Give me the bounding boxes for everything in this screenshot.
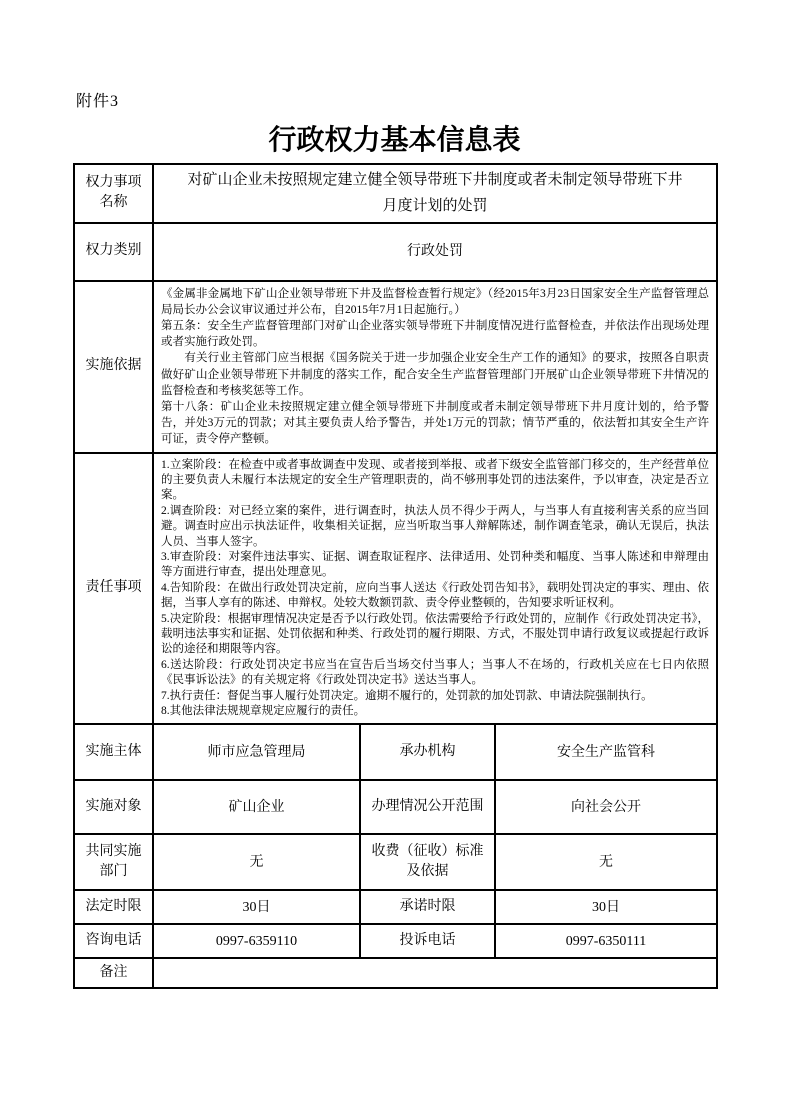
implementation-basis-label: 实施依据 xyxy=(74,281,153,453)
remarks-label: 备注 xyxy=(74,958,153,988)
power-category-value: 行政处罚 xyxy=(153,223,717,281)
fee-standard-label: 收费（征收）标准及依据 xyxy=(360,834,495,890)
responsibility-paragraph: 5.决定阶段：根据审理情况决定是否予以行政处罚。依法需要给予行政处罚的，应制作《行政处罚决定书》，载明违法事实和证据、处罚依据和种类、行政处罚的履行期限、方式，不服处罚申请行政复议或提起行政诉讼的途径和期限等内容。 xyxy=(161,612,709,656)
row-power-item xyxy=(74,164,717,223)
remarks-value xyxy=(153,958,717,988)
complaint-phone-label: 投诉电话 xyxy=(360,924,495,958)
basis-paragraph: 第五条：安全生产监督管理部门对矿山企业落实领导带班下井制度情况进行监督检查，并依法作出现场处理或者实施行政处罚。 xyxy=(161,319,709,349)
attachment-label: 附件3 xyxy=(76,93,120,110)
statutory-time-limit-value: 30日 xyxy=(153,890,360,924)
info-table xyxy=(73,163,718,989)
undertaking-org-value: 安全生产监管科 xyxy=(495,724,717,780)
undertaking-org-label: 承办机构 xyxy=(360,724,495,780)
power-item-label: 权力事项名称 xyxy=(74,164,153,223)
responsibility-items-label: 责任事项 xyxy=(74,453,153,725)
basis-paragraph: 有关行业主管部门应当根据《国务院关于进一步加强企业安全生产工作的通知》的要求，按照各自职责做好矿山企业领导带班下井制度的落实工作，配合安全生产监督管理部门开展矿山企业领导带班下井情况的监督检查和考核奖惩等工作。 xyxy=(161,352,709,397)
target-value: 矿山企业 xyxy=(153,780,360,834)
responsibility-paragraph: 6.送达阶段：行政处罚决定书应当在宣告后当场交付当事人；当事人不在场的，行政机关应在七日内依照《民事诉讼法》的有关规定将《行政处罚决定书》送达当事人。 xyxy=(161,658,709,687)
responsibility-paragraph: 4.告知阶段：在做出行政处罚决定前，应向当事人送达《行政处罚告知书》，载明处罚决定的事实、理由、依据，当事人享有的陈述、申辩权。处较大数额罚款、责令停业整顿的，告知要求听证权利。 xyxy=(161,581,709,610)
row-responsibility-items xyxy=(74,453,717,725)
row-remarks xyxy=(74,958,717,988)
target-label: 实施对象 xyxy=(74,780,153,834)
statutory-time-limit-label: 法定时限 xyxy=(74,890,153,924)
power-item-value: 对矿山企业未按照规定建立健全领导带班下井制度或者未制定领导带班下井月度计划的处罚 xyxy=(153,164,717,223)
promised-time-limit-label: 承诺时限 xyxy=(360,890,495,924)
row-target xyxy=(74,780,717,834)
consultation-phone-label: 咨询电话 xyxy=(74,924,153,958)
implementation-basis-content xyxy=(153,281,717,453)
row-power-category xyxy=(74,223,717,281)
promised-time-limit-value: 30日 xyxy=(495,890,717,924)
implementer-value: 师市应急管理局 xyxy=(153,724,360,780)
row-joint-departments xyxy=(74,834,717,890)
responsibility-items-content xyxy=(153,453,717,725)
joint-departments-value: 无 xyxy=(153,834,360,890)
responsibility-paragraph: 2.调查阶段：对已经立案的案件，进行调查时，执法人员不得少于两人，与当事人有直接利害关系的应当回避。调查时应出示执法证件，收集相关证据，应当听取当事人辩解陈述，制作调查笔录，确认无误后，执法人员、当事人签字。 xyxy=(161,504,709,548)
complaint-phone-value: 0997-6350111 xyxy=(495,924,717,958)
joint-departments-label: 共同实施部门 xyxy=(74,834,153,890)
row-phones xyxy=(74,924,717,958)
page-title: 行政权力基本信息表 xyxy=(268,125,521,156)
responsibility-paragraph: 3.审查阶段：对案件违法事实、证据、调查取证程序、法律适用、处罚种类和幅度、当事人陈述和申辩理由等方面进行审查，提出处理意见。 xyxy=(161,550,709,579)
disclosure-scope-label: 办理情况公开范围 xyxy=(360,780,495,834)
power-category-label: 权力类别 xyxy=(74,223,153,281)
disclosure-scope-value: 向社会公开 xyxy=(495,780,717,834)
responsibility-paragraph: 8.其他法律法规规章规定应履行的责任。 xyxy=(161,705,366,718)
row-implementer xyxy=(74,724,717,780)
basis-paragraph: 第十八条：矿山企业未按照规定建立健全领导带班下井制度或者未制定领导带班下井月度计划的，给予警告，并处3万元的罚款；对其主要负责人给予警告，并处1万元的罚款；情节严重的，依法暂扣其安全生产许可证，责令停产整顿。 xyxy=(161,400,709,446)
responsibility-paragraph: 7.执行责任：督促当事人履行处罚决定。逾期不履行的，处罚款的加处罚款、申请法院强制执行。 xyxy=(161,689,653,702)
fee-standard-value: 无 xyxy=(495,834,717,890)
row-implementation-basis xyxy=(74,281,717,453)
responsibility-paragraph: 1.立案阶段：在检查中或者事故调查中发现、或者接到举报、或者下级安全监管部门移交的，生产经营单位的主要负责人未履行本法规定的安全生产管理职责的，尚不够刑事处罚的违法案件，予以审查，决定是否立案。 xyxy=(161,458,709,502)
implementer-label: 实施主体 xyxy=(74,724,153,780)
consultation-phone-value: 0997-6359110 xyxy=(153,924,360,958)
basis-paragraph: 《金属非金属地下矿山企业领导带班下井及监督检查暂行规定》（经2015年3月23日国家安全生产监督管理总局局长办公会议审议通过并公布，自2015年7月1日起施行。） xyxy=(161,287,709,316)
row-statutory-time-limit xyxy=(74,890,717,924)
